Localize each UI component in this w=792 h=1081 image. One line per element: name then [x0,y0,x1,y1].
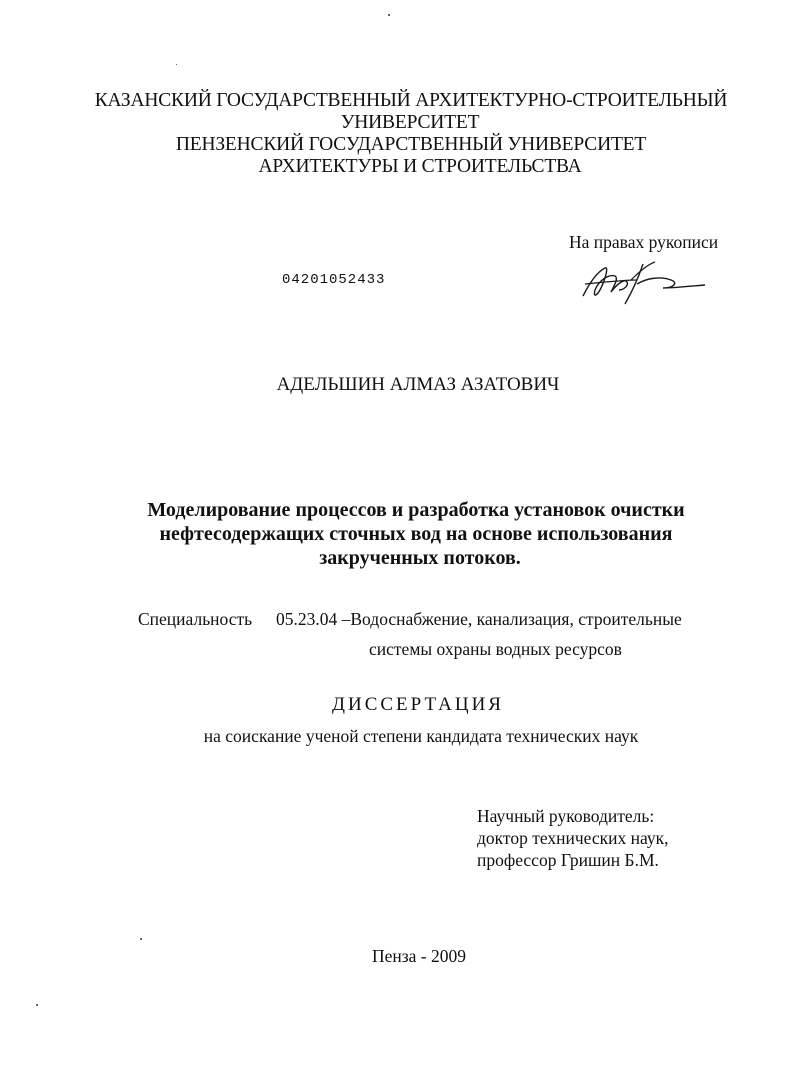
supervisor-block [477,805,669,871]
specialty-label: Специальность [138,609,253,629]
manuscript-note: На правах рукописи [569,232,719,252]
registration-number: 04201052433 [282,272,386,288]
specialty-code-name: 05.23.04 –Водоснабжение, канализация, строительные [276,609,682,629]
signature-icon [575,254,715,314]
institution-line-2: УНИВЕРСИТЕТ [340,112,480,133]
institution-line-1: КАЗАНСКИЙ ГОСУДАРСТВЕННЫЙ АРХИТЕКТУРНО-СТРОИТЕЛЬНЫЙ [94,90,728,111]
specialty-continuation: системы охраны водных ресурсов [369,639,622,659]
institution-line-3: ПЕНЗЕНСКИЙ ГОСУДАРСТВЕННЫЙ УНИВЕРСИТЕТ [175,134,647,155]
institution-header [0,90,792,178]
title-line-3: закрученных потоков. [319,547,521,569]
scan-speck [388,14,390,16]
document-type: ДИССЕРТАЦИЯ [332,694,504,715]
degree-line: на соискание ученой степени кандидата технических наук [203,726,639,746]
scan-speck [176,64,177,65]
author-name: АДЕЛЬШИН АЛМАЗ АЗАТОВИЧ [276,374,560,395]
title-line-2: нефтесодержащих сточных вод на основе использования [159,523,673,545]
supervisor-name: профессор Гришин Б.М. [477,850,659,870]
title-line-1: Моделирование процессов и разработка установок очистки [147,499,685,521]
supervisor-heading: Научный руководитель: [477,806,655,826]
scan-speck [36,1004,38,1006]
supervisor-degree: доктор технических наук, [477,828,669,848]
scan-speck [140,938,142,940]
dissertation-title [0,498,792,570]
institution-line-4: АРХИТЕКТУРЫ И СТРОИТЕЛЬСТВА [258,156,582,177]
place-year: Пенза - 2009 [371,946,467,966]
